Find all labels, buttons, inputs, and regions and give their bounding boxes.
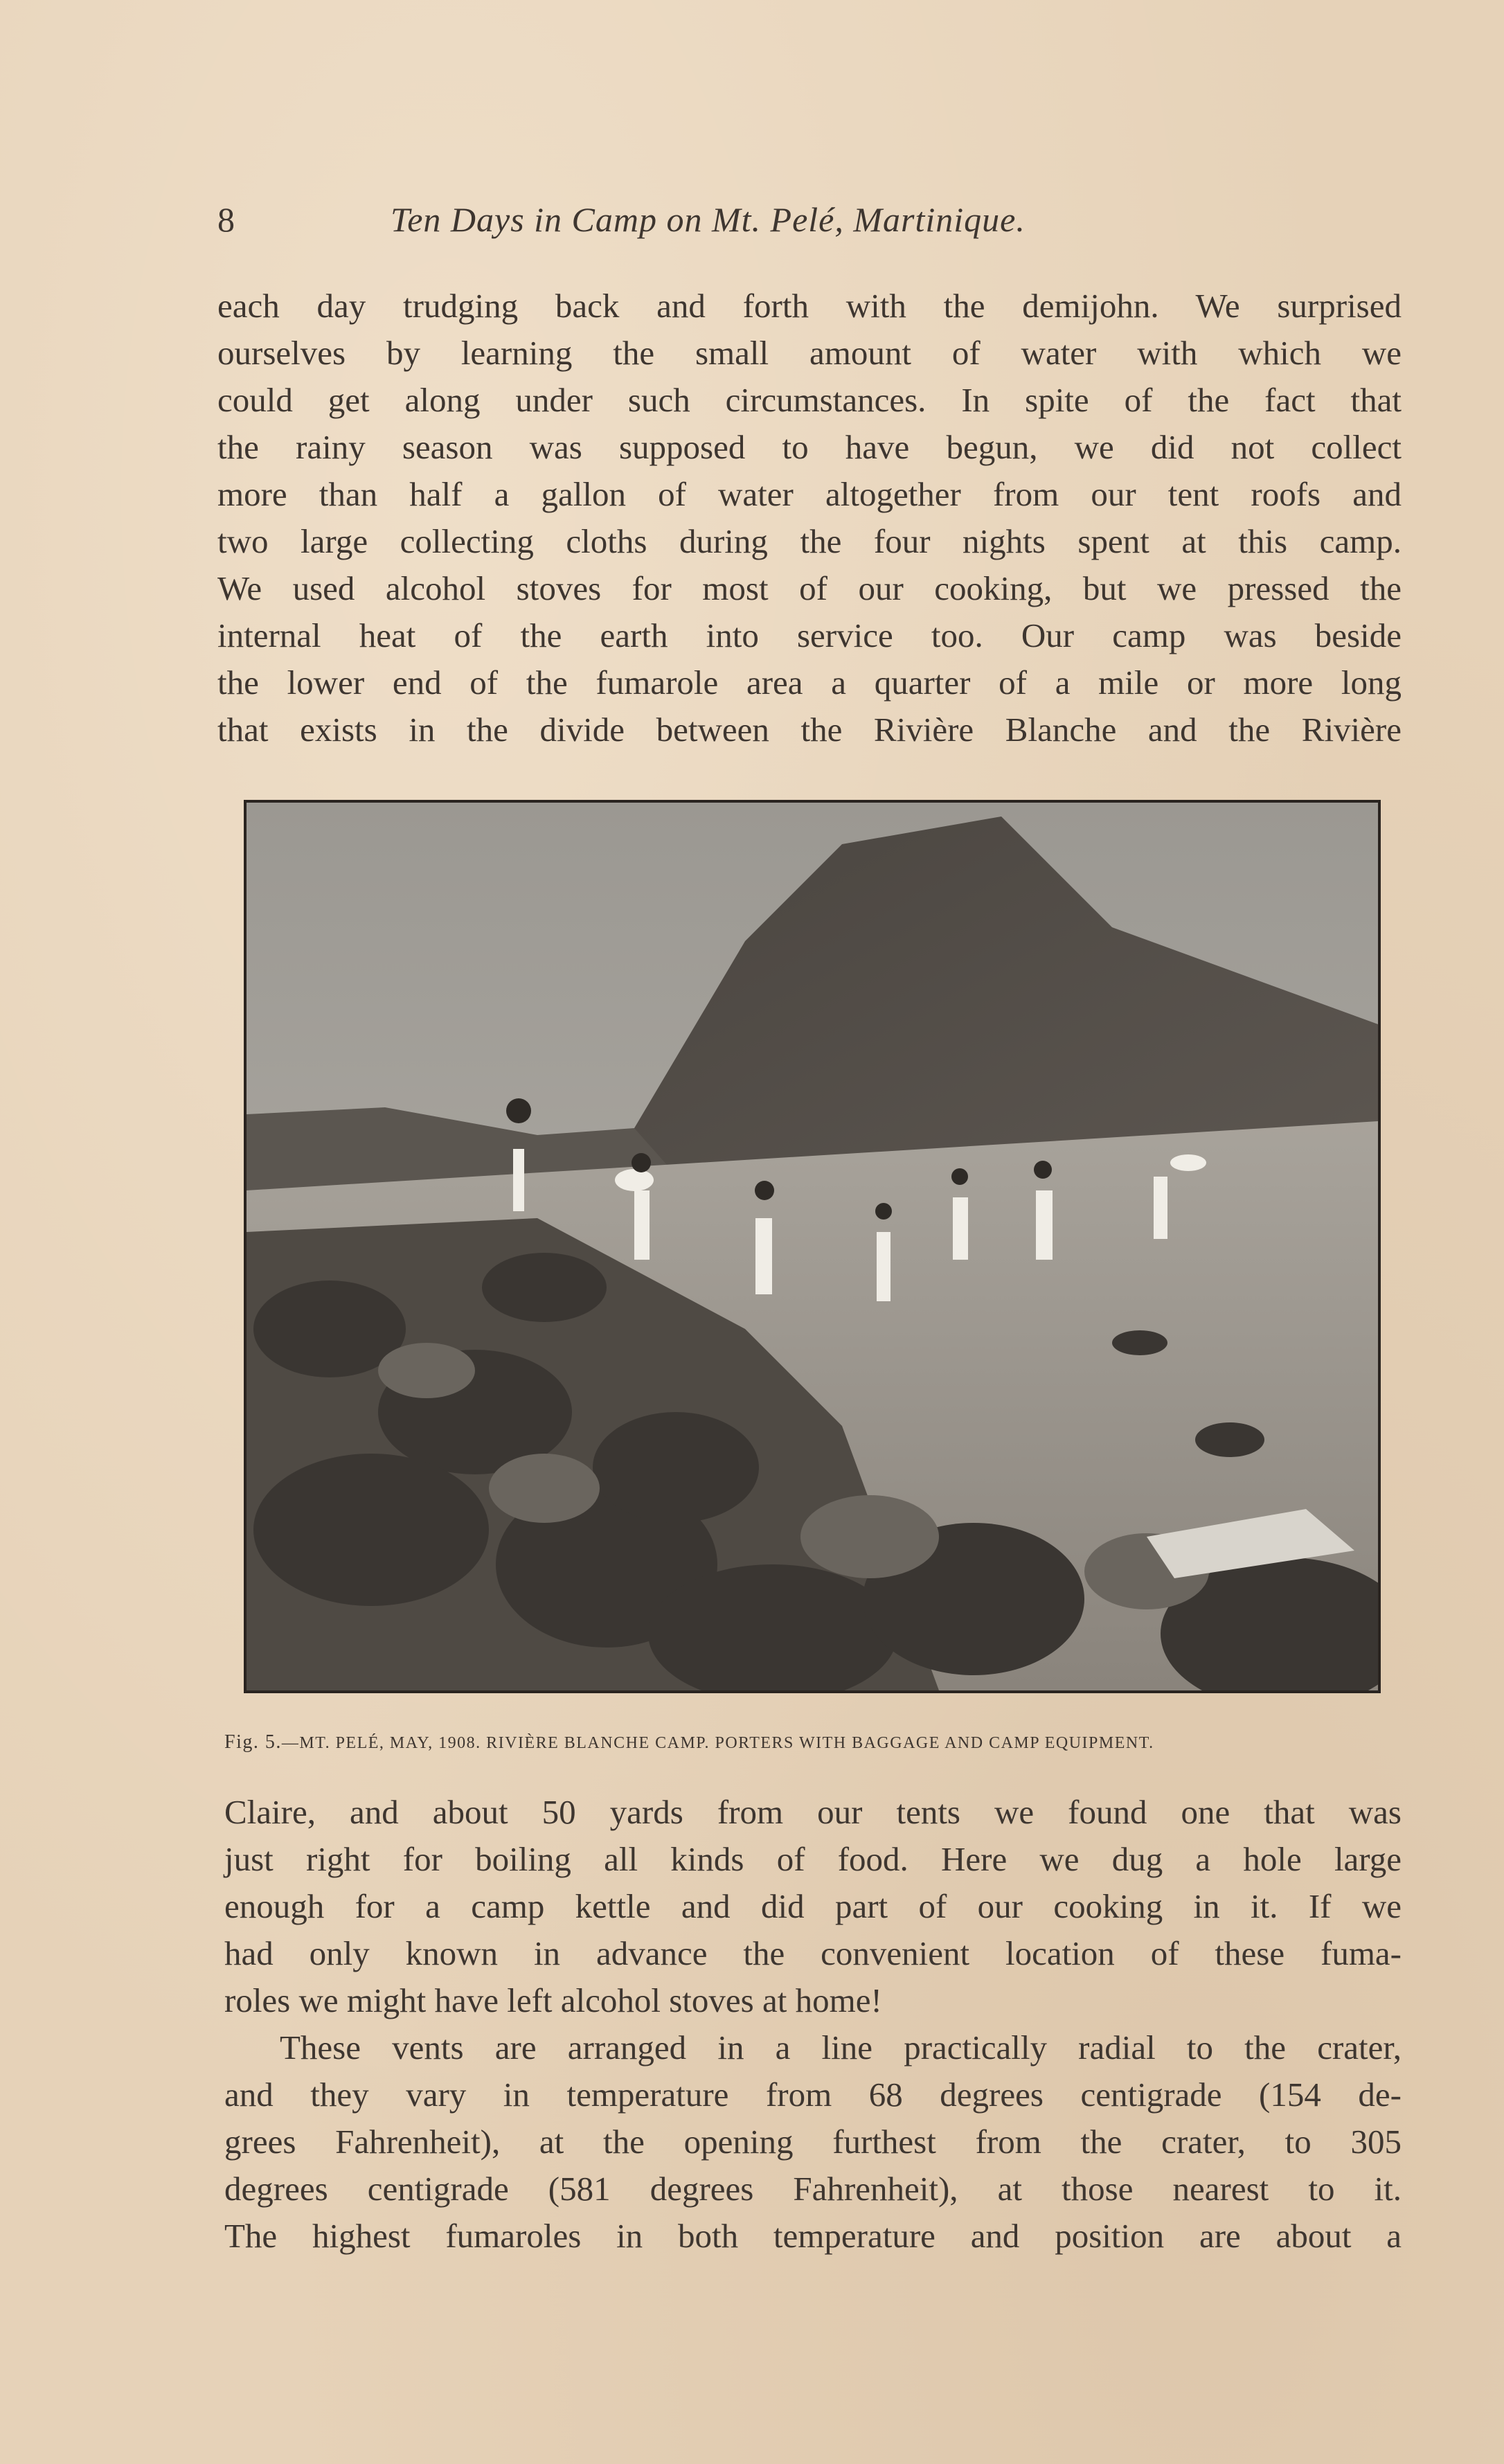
text-line: internal heat of the earth into service too. Our camp was beside (217, 616, 1402, 654)
text-line: two large collecting cloths during the four nights spent at this camp. (217, 522, 1402, 560)
text-line: We used alcohol stoves for most of our cooking, but we pressed the (217, 569, 1402, 607)
text-line: ourselves by learning the small amount of water with which we (217, 334, 1402, 372)
mountain-camp-photo (247, 803, 1378, 1690)
text-line: the lower end of the fumarole area a quarter of a mile or more long (217, 663, 1402, 702)
text-line: could get along under such circumstances. In spite of the fact that (217, 381, 1402, 419)
photograph-figure (244, 800, 1381, 1693)
text-line: just right for boiling all kinds of food. Here we dug a hole large (224, 1840, 1402, 1878)
figure-caption-label: Fig. 5. (224, 1731, 282, 1753)
bottom-paragraphs (224, 1789, 1402, 2260)
text-line: had only known in advance the convenient location of these fuma- (224, 1934, 1402, 1972)
text-line: and they vary in temperature from 68 degrees centigrade (154 de- (224, 2075, 1402, 2114)
page-header (217, 199, 1221, 241)
text-line: each day trudging back and forth with the demijohn. We surprised (217, 287, 1402, 325)
text-line: These vents are arranged in a line practically radial to the crater, (280, 2028, 1402, 2066)
text-line: the rainy season was supposed to have begun, we did not collect (217, 428, 1402, 466)
text-line: that exists in the divide between the Rivière Blanche and the Rivière (217, 711, 1402, 749)
text-line: Claire, and about 50 yards from our tents we found one that was (224, 1793, 1402, 1831)
page-number: 8 (217, 200, 235, 239)
figure-caption (224, 1731, 1408, 1753)
figure-caption-text: —MT. PELÉ, MAY, 1908. RIVIÈRE BLANCHE CAMP. PORTERS WITH BAGGAGE AND CAMP EQUIPMENT. (281, 1734, 1154, 1752)
text-line: more than half a gallon of water altogether from our tent roofs and (217, 475, 1402, 513)
text-line: enough for a camp kettle and did part of our cooking in it. If we (224, 1887, 1402, 1925)
running-title: Ten Days in Camp on Mt. Pelé, Martinique. (391, 200, 1026, 239)
text-line: The highest fumaroles in both temperature and position are about a (224, 2217, 1402, 2255)
text-line: grees Fahrenheit), at the opening furthest from the crater, to 305 (224, 2123, 1402, 2161)
top-paragraph (217, 283, 1402, 753)
text-line: degrees centigrade (581 degrees Fahrenheit), at those nearest to it. (224, 2170, 1402, 2208)
text-line: roles we might have left alcohol stoves at home! (224, 1981, 882, 2019)
